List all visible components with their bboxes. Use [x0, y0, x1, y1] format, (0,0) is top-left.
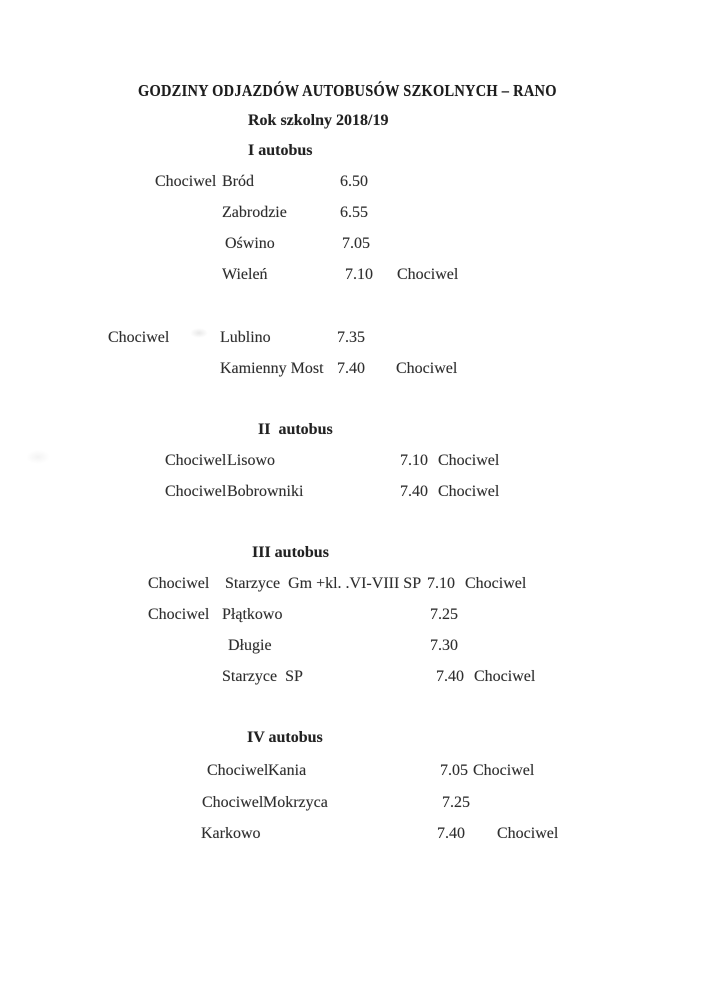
route-stop: Starzyce Gm +kl. .VI-VIII SP	[225, 575, 422, 592]
schedule-row	[0, 637, 707, 657]
route-time: 7.40	[400, 483, 428, 500]
scan-smudge	[190, 328, 208, 338]
schedule-row	[0, 452, 707, 472]
schedule-row	[0, 483, 707, 503]
route-destination: Chociwel	[474, 668, 536, 685]
route-time: 7.35	[337, 329, 365, 346]
route-origin: Chociwel	[148, 575, 210, 592]
schedule-row	[0, 173, 707, 193]
schedule-row	[0, 762, 707, 782]
schedule-row	[0, 204, 707, 224]
schedule-row	[0, 360, 707, 380]
route-time: 7.25	[442, 794, 470, 811]
schedule-row	[0, 794, 707, 814]
schedule-row	[0, 668, 707, 688]
route-origin: Chociwel	[165, 452, 227, 469]
route-stop: Długie	[228, 637, 272, 654]
route-origin: Chociwel	[207, 762, 269, 779]
route-destination: Chociwel	[473, 762, 535, 779]
route-destination: Chociwel	[465, 575, 527, 592]
route-destination: Chociwel	[438, 483, 500, 500]
route-time: 7.10	[427, 575, 455, 592]
route-origin: Chociwel	[202, 794, 264, 811]
section-heading-bus-4: IV autobus	[247, 729, 323, 746]
route-destination: Chociwel	[396, 360, 458, 377]
route-time: 7.05	[342, 235, 370, 252]
route-time: 7.40	[437, 825, 465, 842]
section-heading-bus-3: III autobus	[252, 544, 329, 561]
schedule-row	[0, 606, 707, 626]
route-stop: Wieleń	[222, 266, 268, 283]
route-origin: Chociwel	[148, 606, 210, 623]
route-stop: Bród	[222, 173, 254, 190]
route-time: 6.55	[340, 204, 368, 221]
schedule-row	[0, 235, 707, 255]
route-stop: Bobrowniki	[227, 483, 304, 500]
route-time: 7.30	[430, 637, 458, 654]
route-stop: Lisowo	[227, 452, 275, 469]
schedule-row	[0, 575, 707, 595]
route-origin: Chociwel	[108, 329, 170, 346]
route-time: 7.25	[430, 606, 458, 623]
section-heading-bus-2: II autobus	[258, 421, 333, 438]
route-time: 7.10	[400, 452, 428, 469]
route-stop: Lublino	[220, 329, 271, 346]
route-destination: Chociwel	[397, 266, 459, 283]
route-destination: Chociwel	[438, 452, 500, 469]
document-title: GODZINY ODJAZDÓW AUTOBUSÓW SZKOLNYCH – RANO	[138, 81, 557, 100]
schedule-row	[0, 825, 707, 845]
route-stop: Zabrodzie	[222, 204, 287, 221]
route-stop: Karkowo	[201, 825, 261, 842]
route-destination: Chociwel	[497, 825, 559, 842]
section-heading-bus-1: I autobus	[248, 142, 313, 159]
school-year-subtitle: Rok szkolny 2018/19	[248, 112, 389, 129]
route-stop: Kania	[268, 762, 307, 779]
route-time: 7.40	[436, 668, 464, 685]
route-stop: Mokrzyca	[263, 794, 328, 811]
schedule-row	[0, 329, 707, 349]
route-time: 7.40	[337, 360, 365, 377]
route-stop: Płątkowo	[222, 606, 283, 623]
route-time: 7.10	[345, 266, 373, 283]
route-origin: Chociwel	[165, 483, 227, 500]
route-stop: Kamienny Most	[220, 360, 324, 377]
route-time: 6.50	[340, 173, 368, 190]
route-stop: Oświno	[225, 235, 275, 252]
route-origin: Chociwel	[155, 173, 217, 190]
scan-smudge	[26, 450, 50, 464]
route-time: 7.05	[440, 762, 468, 779]
schedule-row	[0, 266, 707, 286]
route-stop: Starzyce SP	[222, 668, 303, 685]
